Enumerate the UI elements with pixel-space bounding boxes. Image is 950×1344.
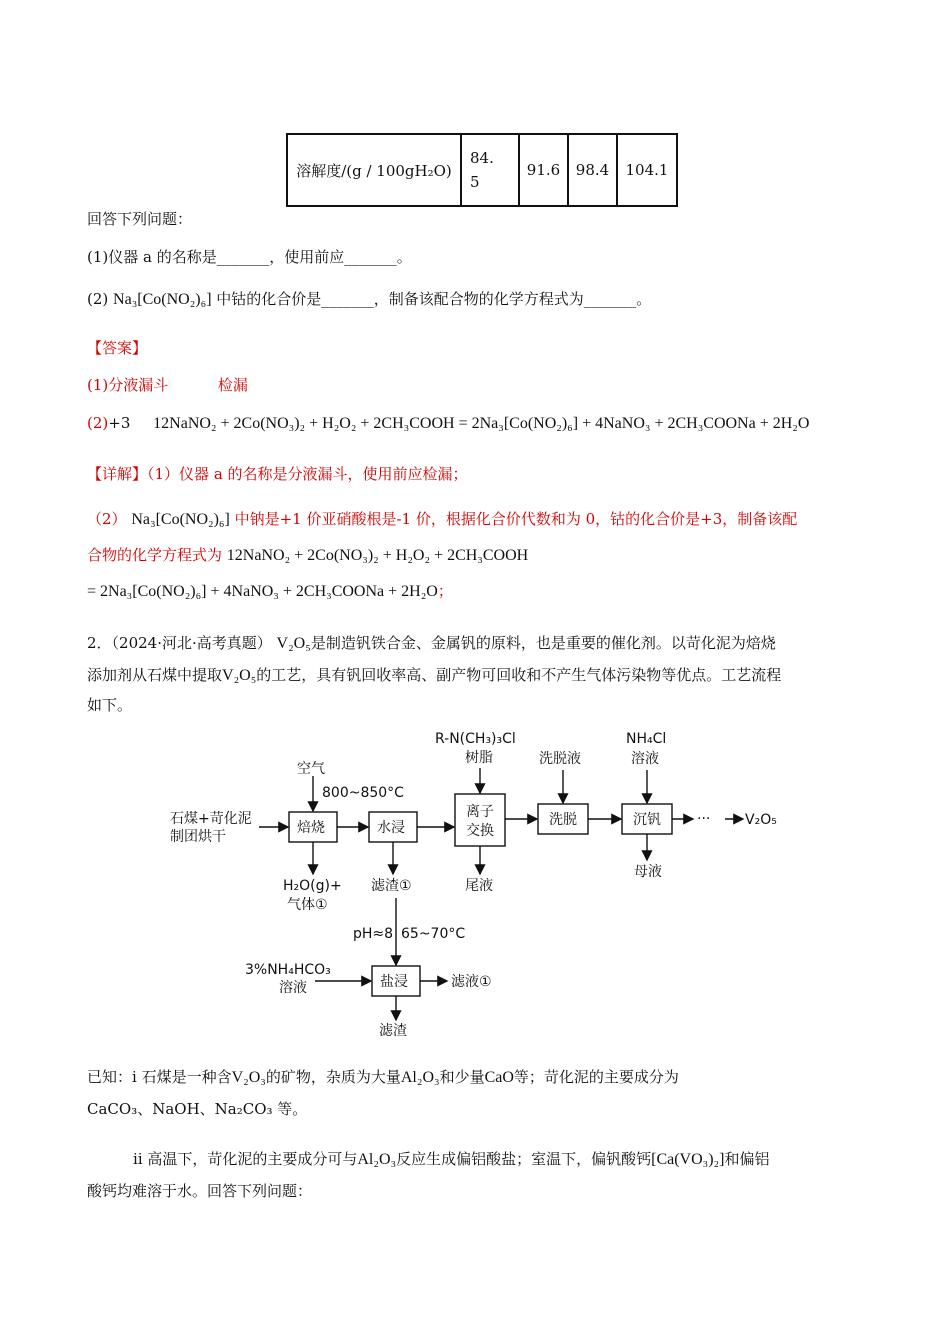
ion-exchange-label-2: 交换 bbox=[466, 823, 494, 839]
gas-label-1: H₂O(g)+ bbox=[283, 878, 342, 894]
elute-label: 洗脱 bbox=[549, 812, 577, 828]
solubility-table bbox=[286, 133, 678, 207]
question-1-2: (2) Na₃[Co(NO₂)₆] 中钴的化合价是_______，制备该配合物的化学方程式为_______。 bbox=[87, 290, 652, 308]
answer-label: 【答案】 bbox=[87, 339, 148, 357]
nh4cl-label-2: 溶液 bbox=[631, 751, 659, 767]
formula: Na₃[Co(NO₂)₆] bbox=[113, 291, 212, 308]
question-intro: 回答下列问题： bbox=[87, 210, 193, 228]
feed-label-2: 制团烘干 bbox=[170, 829, 226, 845]
question-1-1: (1)仪器 a 的名称是_______，使用前应_______。 bbox=[87, 248, 412, 266]
detail-3: 合物的化学方程式为 12NaNO₂ + 2Co(NO₃)₂ + H₂O₂ + 2CH₃COOH bbox=[87, 546, 529, 564]
ph-condition: pH≈8 bbox=[353, 926, 394, 942]
question-2-line-2: 添加剂从石煤中提取V₂O₅的工艺，具有钒回收率高、副产物可回收和不产生气体污染物等优点。工艺流程 bbox=[87, 666, 782, 684]
formula: V₂O₅ bbox=[276, 635, 311, 652]
detail-1: 【详解】（1）仪器 a 的名称是分液漏斗，使用前应检漏； bbox=[87, 465, 468, 483]
formula: V₂O₅ bbox=[222, 667, 257, 684]
table-cell: 84. 5 bbox=[461, 134, 519, 206]
bicarbonate-label-2: 溶液 bbox=[279, 980, 307, 996]
question-2-line-3: 如下。 bbox=[87, 696, 133, 714]
bicarbonate-label-1: 3%NH₄HCO₃ bbox=[245, 962, 331, 978]
nh4cl-label-1: NH₄Cl bbox=[626, 731, 667, 747]
temp-condition: 65~70°C bbox=[401, 926, 466, 942]
equation: = 2Na₃[Co(NO₂)₆] + 4NaNO₃ + 2CH₃COONa + 2H₂O bbox=[87, 583, 438, 600]
precip-label: 沉钒 bbox=[633, 812, 661, 828]
product-label: V₂O₅ bbox=[745, 812, 777, 828]
table-row-label: 溶解度/(g / 100gH₂O) bbox=[287, 134, 461, 206]
detail-4: = 2Na₃[Co(NO₂)₆] + 4NaNO₃ + 2CH₃COONa + 2H₂O； bbox=[87, 582, 453, 600]
gas-label-2: 气体① bbox=[287, 897, 328, 913]
leach-label: 水浸 bbox=[377, 820, 405, 836]
ellipsis: ··· bbox=[697, 811, 711, 827]
formula: Na₃[Co(NO₂)₆] bbox=[131, 511, 230, 528]
roast-temp-label: 800~850°C bbox=[322, 785, 404, 801]
process-flow-diagram bbox=[165, 722, 805, 1047]
detail-2: （2） Na₃[Co(NO₂)₆] 中钠是+1 价亚硝酸根是-1 价，根据化合价代数和为 0，钴的化合价是+3，制备该配 bbox=[87, 510, 798, 528]
salt-leach-label: 盐浸 bbox=[380, 974, 408, 990]
residue-1-label: 滤渣① bbox=[371, 878, 412, 894]
mother-liquor-label: 母液 bbox=[634, 864, 662, 880]
table-cell: 98.4 bbox=[568, 134, 617, 206]
resin-label-2: 树脂 bbox=[465, 750, 493, 766]
roast-label: 焙烧 bbox=[297, 820, 325, 836]
ion-exchange-label-1: 离子 bbox=[466, 804, 494, 820]
table-row bbox=[287, 134, 677, 206]
known-1: 已知：i 石煤是一种含V₂O₃的矿物，杂质为大量Al₂O₃和少量CaO等；苛化泥的主要成分为 bbox=[87, 1068, 679, 1086]
eluent-label: 洗脱液 bbox=[539, 751, 581, 767]
table-cell: 91.6 bbox=[519, 134, 568, 206]
feed-label-1: 石煤+苛化泥 bbox=[170, 811, 252, 827]
table-cell: 104.1 bbox=[617, 134, 677, 206]
tail-liquid-label: 尾液 bbox=[465, 878, 493, 894]
resin-label-1: R-N(CH₃)₃Cl bbox=[435, 731, 516, 747]
air-label: 空气 bbox=[297, 761, 325, 777]
filtrate-1-label: 滤液① bbox=[451, 974, 492, 990]
known-3: ⅱ 高温下，苛化泥的主要成分可与Al₂O₃反应生成偏铝酸盐；室温下，偏钒酸钙[Ca(VO₃)₂]和偏铝 bbox=[133, 1150, 770, 1168]
equation: 12NaNO₂ + 2Co(NO₃)₂ + H₂O₂ + 2CH₃COOH bbox=[226, 547, 529, 564]
known-2: CaCO₃、NaOH、Na₂CO₃ 等。 bbox=[87, 1100, 308, 1118]
question-2-line-1: 2．（2024·河北·高考真题） V₂O₅是制造钒铁合金、金属钒的原料，也是重要的催化剂。以苛化泥为焙烧 bbox=[87, 634, 776, 652]
known-4: 酸钙均难溶于水。回答下列问题： bbox=[87, 1182, 313, 1200]
residue-label: 滤渣 bbox=[379, 1023, 407, 1039]
equation: 12NaNO₂ + 2Co(NO₃)₂ + H₂O₂ + 2CH₃COOH = 2Na₃[Co(NO₂)₆] + 4NaNO₃ + 2CH₃COONa + 2H₂O bbox=[153, 415, 810, 432]
answer-2: (2)+3 12NaNO₂ + 2Co(NO₃)₂ + H₂O₂ + 2CH₃COOH = 2Na₃[Co(NO₂)₆] + 4NaNO₃ + 2CH₃COONa + 2H₂O bbox=[87, 414, 810, 432]
answer-1: (1)分液漏斗 检漏 bbox=[87, 376, 248, 394]
